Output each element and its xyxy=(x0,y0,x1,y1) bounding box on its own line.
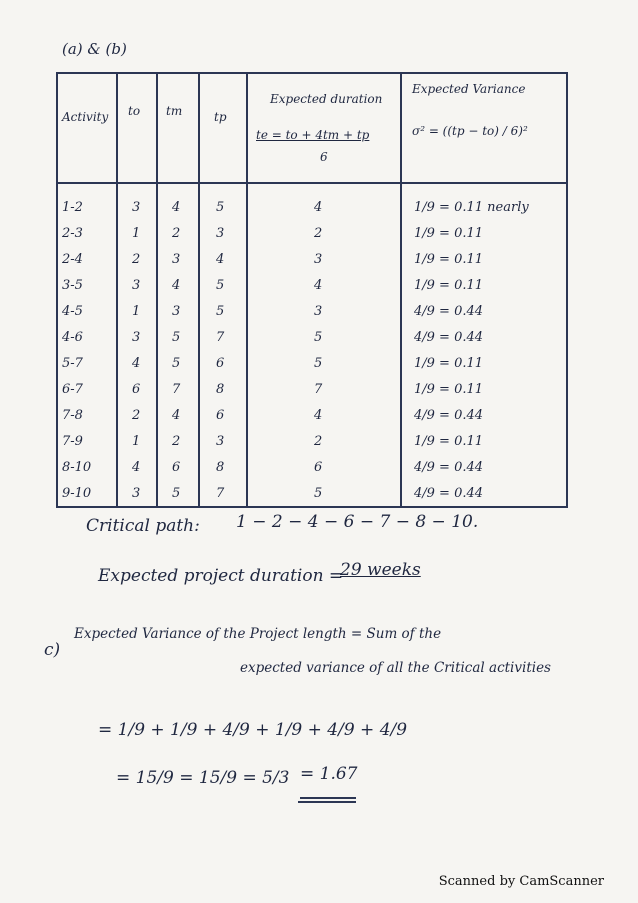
header-expected-duration-divisor: 6 xyxy=(320,150,328,164)
header-expected-variance-formula: σ² = ((tp − to) / 6)² xyxy=(412,124,528,138)
cell-tp: 8 xyxy=(216,382,225,397)
cell-var: 1/9 = 0.11 xyxy=(414,382,484,397)
part-c-line2: expected variance of all the Critical activities xyxy=(240,660,551,676)
cell-te: 3 xyxy=(314,304,323,319)
cell-tp: 5 xyxy=(216,200,225,215)
header-activity: Activity xyxy=(62,110,109,124)
part-c-label: c) xyxy=(44,640,61,660)
cell-te: 4 xyxy=(314,200,323,215)
table-rule-col1 xyxy=(116,72,118,508)
expected-duration-label: Expected project duration = xyxy=(98,566,344,586)
heading: (a) & (b) xyxy=(62,40,127,58)
cell-tp: 3 xyxy=(216,434,225,449)
variance-sum: = 1/9 + 1/9 + 4/9 + 1/9 + 4/9 + 4/9 xyxy=(98,720,408,740)
header-expected-duration: Expected duration xyxy=(270,92,383,106)
cell-to: 2 xyxy=(132,252,141,267)
cell-activity: 4-5 xyxy=(62,304,83,319)
cell-tm: 4 xyxy=(172,200,181,215)
cell-to: 3 xyxy=(132,330,141,345)
cell-te: 5 xyxy=(314,486,323,501)
header-tp: tp xyxy=(214,110,227,124)
cell-to: 3 xyxy=(132,486,141,501)
cell-var: 4/9 = 0.44 xyxy=(414,330,484,345)
header-tm: tm xyxy=(166,104,183,118)
cell-activity: 2-4 xyxy=(62,252,83,267)
cell-tm: 4 xyxy=(172,278,181,293)
cell-to: 3 xyxy=(132,200,141,215)
cell-tm: 2 xyxy=(172,226,181,241)
answer-underline-2 xyxy=(298,801,356,803)
cell-tp: 5 xyxy=(216,278,225,293)
cell-te: 4 xyxy=(314,278,323,293)
cell-tp: 4 xyxy=(216,252,225,267)
cell-to: 1 xyxy=(132,304,141,319)
cell-activity: 7-9 xyxy=(62,434,83,449)
cell-te: 5 xyxy=(314,356,323,371)
table-rule-col4 xyxy=(246,72,248,508)
cell-var: 4/9 = 0.44 xyxy=(414,486,484,501)
cell-to: 1 xyxy=(132,226,141,241)
table-rule-col2 xyxy=(156,72,158,508)
cell-var: 4/9 = 0.44 xyxy=(414,304,484,319)
cell-te: 3 xyxy=(314,252,323,267)
variance-result: = 15/9 = 15/9 = 5/3 xyxy=(116,768,290,788)
table-rule-right xyxy=(566,72,568,508)
header-expected-variance: Expected Variance xyxy=(412,82,526,96)
cell-tp: 5 xyxy=(216,304,225,319)
cell-tm: 3 xyxy=(172,304,181,319)
cell-var: 4/9 = 0.44 xyxy=(414,408,484,423)
table-rule-col5 xyxy=(400,72,402,508)
cell-activity: 1-2 xyxy=(62,200,83,215)
part-c-line1: Expected Variance of the Project length = Sum of the xyxy=(74,626,442,642)
expected-duration-value: 29 weeks xyxy=(340,560,421,580)
cell-to: 2 xyxy=(132,408,141,423)
cell-tp: 7 xyxy=(216,486,225,501)
cell-activity: 6-7 xyxy=(62,382,83,397)
scanner-watermark: Scanned by CamScanner xyxy=(438,874,604,889)
cell-var: 1/9 = 0.11 xyxy=(414,226,484,241)
pert-table xyxy=(56,72,568,508)
table-rule-left xyxy=(56,72,58,508)
table-rule-col3 xyxy=(198,72,200,508)
cell-var: 1/9 = 0.11 xyxy=(414,434,484,449)
cell-var: 1/9 = 0.11 xyxy=(414,252,484,267)
critical-path-label: Critical path: xyxy=(86,516,200,536)
cell-tm: 5 xyxy=(172,330,181,345)
cell-to: 4 xyxy=(132,356,141,371)
cell-var: 1/9 = 0.11 xyxy=(414,278,484,293)
variance-decimal: = 1.67 xyxy=(300,764,358,784)
cell-var: 1/9 = 0.11 xyxy=(414,356,484,371)
cell-te: 5 xyxy=(314,330,323,345)
cell-tp: 8 xyxy=(216,460,225,475)
table-rule-header xyxy=(56,182,568,184)
table-rule-bottom xyxy=(56,506,568,508)
critical-path-value: 1 − 2 − 4 − 6 − 7 − 8 − 10. xyxy=(236,512,479,532)
cell-te: 2 xyxy=(314,226,323,241)
cell-var: 4/9 = 0.44 xyxy=(414,460,484,475)
cell-activity: 2-3 xyxy=(62,226,83,241)
cell-activity: 7-8 xyxy=(62,408,83,423)
header-to: to xyxy=(128,104,141,118)
cell-tm: 5 xyxy=(172,356,181,371)
cell-te: 4 xyxy=(314,408,323,423)
cell-tm: 4 xyxy=(172,408,181,423)
cell-tm: 2 xyxy=(172,434,181,449)
cell-activity: 4-6 xyxy=(62,330,83,345)
cell-tp: 6 xyxy=(216,408,225,423)
cell-tp: 3 xyxy=(216,226,225,241)
cell-tm: 7 xyxy=(172,382,181,397)
cell-tp: 6 xyxy=(216,356,225,371)
cell-to: 3 xyxy=(132,278,141,293)
cell-activity: 9-10 xyxy=(62,486,92,501)
cell-te: 7 xyxy=(314,382,323,397)
cell-to: 1 xyxy=(132,434,141,449)
cell-tm: 5 xyxy=(172,486,181,501)
cell-activity: 5-7 xyxy=(62,356,83,371)
answer-underline xyxy=(300,797,356,799)
table-rule-top xyxy=(56,72,568,74)
header-expected-duration-formula: te = to + 4tm + tp xyxy=(256,128,370,142)
cell-tm: 3 xyxy=(172,252,181,267)
cell-var: 1/9 = 0.11 nearly xyxy=(414,200,529,215)
cell-to: 6 xyxy=(132,382,141,397)
cell-activity: 8-10 xyxy=(62,460,92,475)
cell-to: 4 xyxy=(132,460,141,475)
cell-te: 6 xyxy=(314,460,323,475)
cell-activity: 3-5 xyxy=(62,278,83,293)
cell-te: 2 xyxy=(314,434,323,449)
cell-tp: 7 xyxy=(216,330,225,345)
cell-tm: 6 xyxy=(172,460,181,475)
